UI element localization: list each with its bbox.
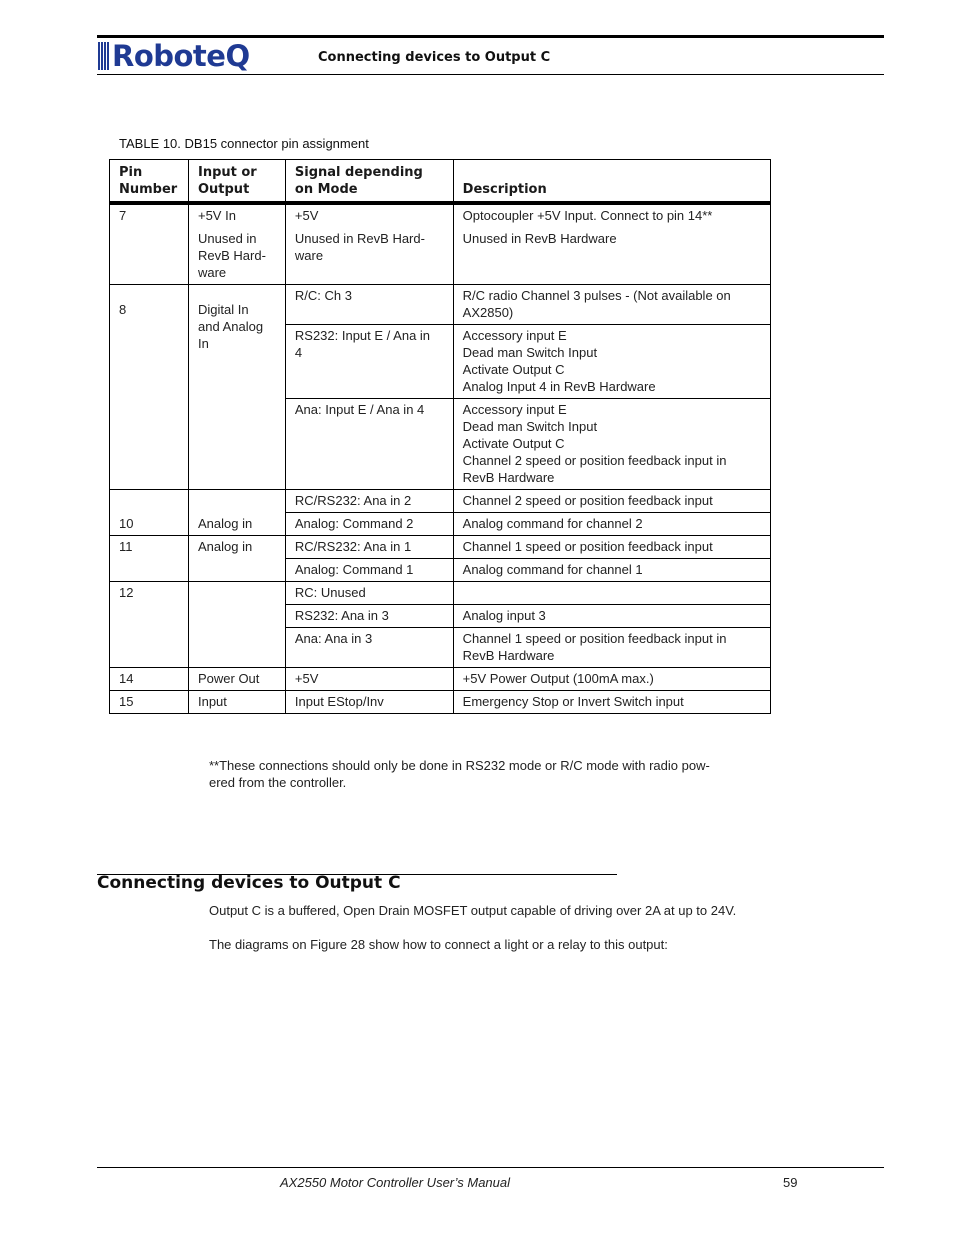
table-caption — [119, 136, 369, 151]
cell-description: Emergency Stop or Invert Switch input — [453, 691, 770, 714]
cell-pin: 11 — [110, 536, 189, 582]
cell-pin: 8 — [110, 285, 189, 490]
cell-io: Analog in — [188, 490, 285, 536]
table-header-row — [110, 160, 771, 204]
cell-signal: RC/RS232: Ana in 2 — [285, 490, 453, 513]
cell-signal: RC: Unused — [285, 582, 453, 605]
table-row — [110, 285, 771, 325]
footer-rule — [97, 1167, 884, 1168]
cell-description: Analog command for channel 2 — [453, 513, 770, 536]
cell-signal: Ana: Ana in 3 — [285, 628, 453, 668]
footer-manual-title: AX2550 Motor Controller User’s Manual — [280, 1175, 511, 1190]
body-paragraph: The diagrams on Figure 28 show how to connect a light or a relay to this output: — [209, 937, 668, 952]
cell-io — [188, 582, 285, 668]
cell-signal: Ana: Input E / Ana in 4 — [285, 399, 453, 490]
header-signal: Signal depending on Mode — [285, 160, 453, 204]
cell-io: Power Out — [188, 668, 285, 691]
cell-description: Analog input 3 — [453, 605, 770, 628]
cell-pin: 12 — [110, 582, 189, 668]
cell-signal: R/C: Ch 3 — [285, 285, 453, 325]
table-row — [110, 582, 771, 605]
table-row — [110, 203, 771, 285]
cell-description: +5V Power Output (100mA max.) — [453, 668, 770, 691]
header-rule-bottom — [97, 74, 884, 75]
table-row — [110, 691, 771, 714]
cell-pin: 10 — [110, 490, 189, 536]
running-header-title: Connecting devices to Output C — [318, 50, 551, 65]
cell-signal: Analog: Command 2 — [285, 513, 453, 536]
pin-assignment-table — [109, 159, 771, 714]
cell-description: Channel 1 speed or position feedback input in RevB Hardware — [453, 628, 770, 668]
cell-description: Accessory input E Dead man Switch Input Activate Output C Channel 2 speed or position feedback input in RevB Hardware — [453, 399, 770, 490]
cell-pin: 15 — [110, 691, 189, 714]
cell-signal: +5V Unused in RevB Hard- ware — [285, 203, 453, 285]
cell-signal: RC/RS232: Ana in 1 — [285, 536, 453, 559]
table-caption-label: TABLE 10. — [119, 136, 181, 151]
cell-signal: RS232: Ana in 3 — [285, 605, 453, 628]
body-paragraph: Output C is a buffered, Open Drain MOSFET output capable of driving over 2A at up to 24V. — [209, 903, 737, 918]
table-row — [110, 668, 771, 691]
cell-io: Input — [188, 691, 285, 714]
cell-io: Analog in — [188, 536, 285, 582]
cell-signal: Input EStop/Inv — [285, 691, 453, 714]
cell-description: R/C radio Channel 3 pulses - (Not available on AX2850) — [453, 285, 770, 325]
roboteq-logo — [98, 40, 250, 72]
logo-bars-icon — [98, 42, 110, 70]
cell-description: Channel 2 speed or position feedback input — [453, 490, 770, 513]
header-pin-number: Pin Number — [110, 160, 189, 204]
cell-description: Channel 1 speed or position feedback input — [453, 536, 770, 559]
cell-signal: +5V — [285, 668, 453, 691]
cell-description — [453, 582, 770, 605]
cell-signal: RS232: Input E / Ana in 4 — [285, 325, 453, 399]
cell-description: Analog command for channel 1 — [453, 559, 770, 582]
cell-signal: Analog: Command 1 — [285, 559, 453, 582]
cell-io: Digital In and Analog In — [188, 285, 285, 490]
header-description: Description — [453, 160, 770, 204]
cell-description: Accessory input E Dead man Switch Input Activate Output C Analog Input 4 in RevB Hardware — [453, 325, 770, 399]
table-caption-title: DB15 connector pin assignment — [184, 136, 369, 151]
page-number: 59 — [783, 1175, 798, 1190]
table-footnote: **These connections should only be done in RS232 mode or R/C mode with radio pow- ered from the controller. — [209, 758, 710, 790]
logo-text: RoboteQ — [112, 39, 250, 73]
table-row — [110, 536, 771, 559]
cell-pin: 14 — [110, 668, 189, 691]
section-heading: Connecting devices to Output C — [97, 873, 401, 893]
header-input-output: Input or Output — [188, 160, 285, 204]
table-row — [110, 490, 771, 513]
header-rule-top — [97, 35, 884, 38]
cell-io: +5V In Unused in RevB Hard- ware — [188, 203, 285, 285]
cell-description: Optocoupler +5V Input. Connect to pin 14** Unused in RevB Hardware — [453, 203, 770, 285]
cell-pin: 7 — [110, 203, 189, 285]
